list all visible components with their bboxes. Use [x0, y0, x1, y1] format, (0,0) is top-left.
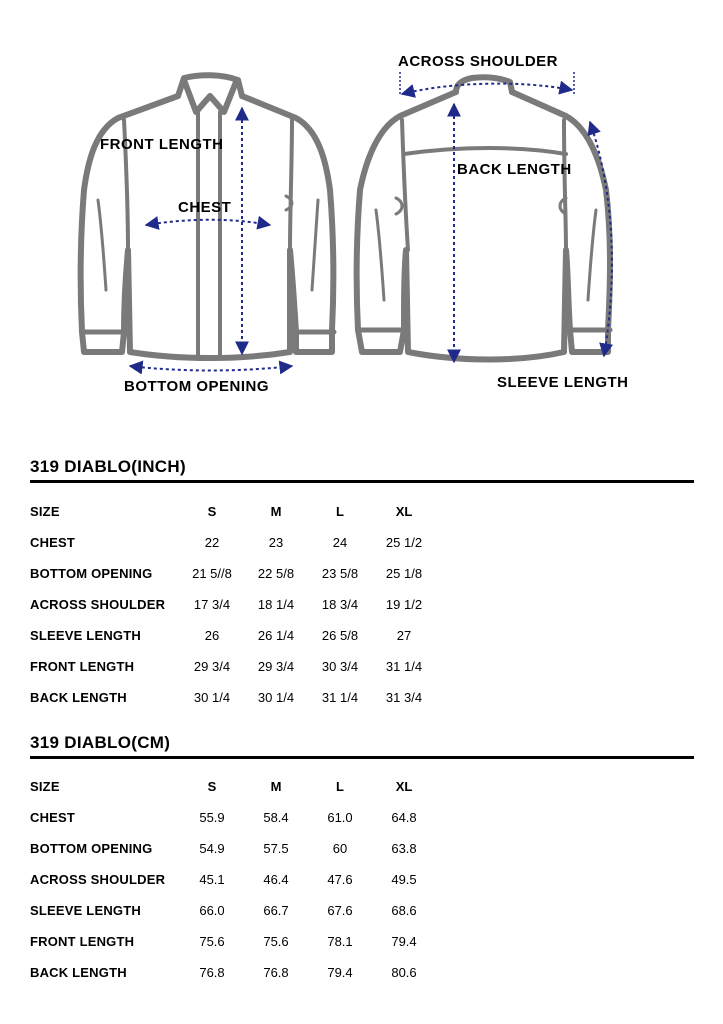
measurement-value: 23: [268, 535, 284, 550]
measurement-value: 18 3/4: [321, 597, 359, 612]
table-row: [30, 895, 436, 926]
measurement-diagram: [0, 0, 723, 430]
table-header-row: [30, 771, 436, 802]
measurement-value: 18 1/4: [257, 597, 295, 612]
size-column-header: L: [336, 504, 344, 519]
measurement-value: 29 3/4: [193, 659, 231, 674]
measurement-label: FRONT LENGTH: [30, 659, 135, 674]
measurement-value: 31 3/4: [385, 690, 423, 705]
inch-title-rule: [30, 480, 694, 483]
chest-label: CHEST: [178, 199, 232, 216]
table-row: [30, 620, 436, 651]
table-row: [30, 802, 436, 833]
size-column-header: M: [270, 779, 282, 794]
measurement-value: 21 5//8: [192, 566, 232, 581]
measurement-value: 75.6: [263, 934, 289, 949]
table-row: [30, 651, 436, 682]
measurement-label: CHEST: [30, 810, 76, 825]
table-header-row: [30, 496, 436, 527]
measurement-value: 61.0: [327, 810, 353, 825]
measurement-value: 23 5/8: [321, 566, 359, 581]
inch-table-title: 319 DIABLO(INCH): [30, 457, 186, 476]
measurement-value: 79.4: [327, 965, 353, 980]
measurement-value: 78.1: [327, 934, 353, 949]
bottom-opening-arrow: [130, 366, 292, 371]
measurement-value: 76.8: [199, 965, 225, 980]
size-column-header: S: [207, 504, 217, 519]
size-header-cell: SIZE: [30, 779, 60, 794]
measurement-label: BOTTOM OPENING: [30, 841, 153, 856]
measurement-value: 24: [332, 535, 348, 550]
measurement-label: BACK LENGTH: [30, 690, 127, 705]
inch-size-table: [30, 496, 436, 713]
measurement-value: 80.6: [391, 965, 417, 980]
table-row: [30, 558, 436, 589]
measurement-label: CHEST: [30, 535, 76, 550]
size-header-cell: SIZE: [30, 504, 60, 519]
measurement-value: 79.4: [391, 934, 417, 949]
across-shoulder-arrow: [402, 84, 572, 94]
measurement-value: 31 1/4: [321, 690, 359, 705]
across-shoulder-label: ACROSS SHOULDER: [398, 53, 559, 70]
shirt-diagram-svg: [0, 0, 723, 430]
measurement-value: 22: [204, 535, 220, 550]
chest-arrow: [146, 220, 270, 225]
size-column-header: XL: [395, 779, 413, 794]
measurement-value: 67.6: [327, 903, 353, 918]
measurement-value: 47.6: [327, 872, 353, 887]
measurement-value: 49.5: [391, 872, 417, 887]
measurement-value: 30 1/4: [193, 690, 231, 705]
size-column-header: L: [336, 779, 344, 794]
measurement-value: 57.5: [263, 841, 289, 856]
measurement-value: 26 5/8: [321, 628, 359, 643]
measurement-value: 58.4: [263, 810, 289, 825]
back-length-label: BACK LENGTH: [457, 161, 572, 178]
measurement-value: 60: [332, 841, 348, 856]
size-column-header: S: [207, 779, 217, 794]
measurement-value: 54.9: [199, 841, 225, 856]
measurement-value: 46.4: [263, 872, 289, 887]
measurement-value: 25 1/2: [385, 535, 423, 550]
measurement-label: SLEEVE LENGTH: [30, 903, 141, 918]
size-column-header: M: [270, 504, 282, 519]
measurement-label: FRONT LENGTH: [30, 934, 135, 949]
table-row: [30, 589, 436, 620]
measurement-value: 26 1/4: [257, 628, 295, 643]
front-shirt-outline: [81, 75, 334, 358]
measurement-value: 68.6: [391, 903, 417, 918]
front-length-label: FRONT LENGTH: [100, 136, 224, 153]
measurement-value: 45.1: [199, 872, 225, 887]
measurement-value: 76.8: [263, 965, 289, 980]
measurement-value: 19 1/2: [385, 597, 423, 612]
measurement-label: ACROSS SHOULDER: [30, 597, 166, 612]
table-row: [30, 926, 436, 957]
measurement-value: 30 3/4: [321, 659, 359, 674]
measurement-value: 64.8: [391, 810, 417, 825]
measurement-value: 66.7: [263, 903, 289, 918]
bottom-opening-label: BOTTOM OPENING: [124, 378, 270, 395]
table-row: [30, 864, 436, 895]
measurement-value: 30 1/4: [257, 690, 295, 705]
measurement-label: ACROSS SHOULDER: [30, 872, 166, 887]
measurement-value: 29 3/4: [257, 659, 295, 674]
measurement-value: 55.9: [199, 810, 225, 825]
measurement-value: 25 1/8: [385, 566, 423, 581]
table-row: [30, 833, 436, 864]
table-row: [30, 527, 436, 558]
measurement-label: BACK LENGTH: [30, 965, 127, 980]
measurement-value: 75.6: [199, 934, 225, 949]
table-row: [30, 957, 436, 988]
table-row: [30, 682, 436, 713]
back-shirt-outline: [357, 77, 610, 359]
cm-title-rule: [30, 756, 694, 759]
size-column-header: XL: [395, 504, 413, 519]
measurement-value: 26: [204, 628, 220, 643]
measurement-value: 22 5/8: [257, 566, 295, 581]
measurement-label: BOTTOM OPENING: [30, 566, 153, 581]
cm-size-table: [30, 771, 436, 988]
measurement-value: 31 1/4: [385, 659, 423, 674]
measurement-value: 66.0: [199, 903, 225, 918]
measurement-value: 63.8: [391, 841, 417, 856]
measurement-label: SLEEVE LENGTH: [30, 628, 141, 643]
sleeve-length-label: SLEEVE LENGTH: [497, 374, 629, 391]
measurement-value: 27: [396, 628, 412, 643]
measurement-value: 17 3/4: [193, 597, 231, 612]
cm-table-title: 319 DIABLO(CM): [30, 733, 171, 752]
